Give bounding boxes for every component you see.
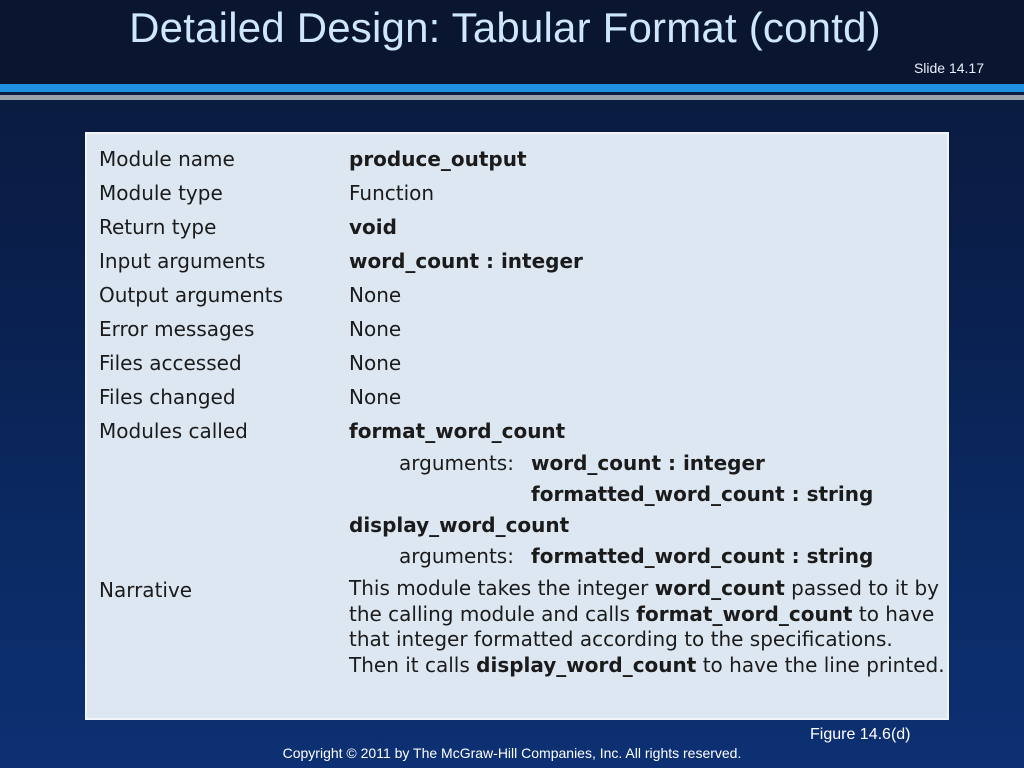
module-name-value: produce_output <box>349 147 527 171</box>
title-divider-gray <box>0 95 1024 100</box>
files-accessed-value: None <box>349 351 402 375</box>
input-arguments-label: Input arguments <box>99 249 266 273</box>
output-arguments-value: None <box>349 283 402 307</box>
output-arguments-label: Output arguments <box>99 283 284 307</box>
files-accessed-label: Files accessed <box>99 351 242 375</box>
narrative-text-segment: to have that integer formatted according to the specifications. Then it calls <box>349 601 935 677</box>
narrative-code-term: display_word_count <box>476 652 697 677</box>
design-table-figure <box>85 132 949 720</box>
called-module-arguments-label: arguments: <box>399 544 514 568</box>
copyright-notice: Copyright © 2011 by The McGraw-Hill Companies, Inc. All rights reserved. <box>282 745 742 761</box>
narrative-text-segment: to have the line printed. <box>696 652 945 677</box>
called-module-name: display_word_count <box>349 513 570 537</box>
narrative-code-term: format_word_count <box>636 601 853 626</box>
narrative-text-segment: passed to it by the calling module and calls <box>349 576 939 626</box>
error-messages-value: None <box>349 317 402 341</box>
figure-caption: Figure 14.6(d) <box>810 726 911 743</box>
files-changed-value: None <box>349 385 402 409</box>
called-module-argument: formatted_word_count : string <box>531 482 874 506</box>
slide-title: Detailed Design: Tabular Format (contd) <box>129 4 881 51</box>
called-module-argument: formatted_word_count : string <box>531 544 874 568</box>
title-divider-blue <box>0 84 1024 92</box>
slide-number: Slide 14.17 <box>913 60 984 76</box>
narrative-code-term: word_count <box>654 576 785 600</box>
called-module-arguments-label: arguments: <box>399 451 514 475</box>
called-module-name: format_word_count <box>349 419 566 443</box>
narrative-text <box>349 576 945 678</box>
return-type-label: Return type <box>99 215 217 239</box>
module-type-value: Function <box>349 181 435 205</box>
files-changed-label: Files changed <box>99 385 236 409</box>
module-type-label: Module type <box>99 181 223 205</box>
modules-called-label: Modules called <box>99 419 248 443</box>
return-type-value: void <box>349 215 397 239</box>
narrative-text-segment: This module takes the integer <box>349 576 655 600</box>
narrative-label: Narrative <box>99 578 193 602</box>
input-arguments-value: word_count : integer <box>349 249 583 273</box>
module-name-label: Module name <box>99 147 235 171</box>
error-messages-label: Error messages <box>99 317 255 341</box>
called-module-argument: word_count : integer <box>531 451 765 475</box>
